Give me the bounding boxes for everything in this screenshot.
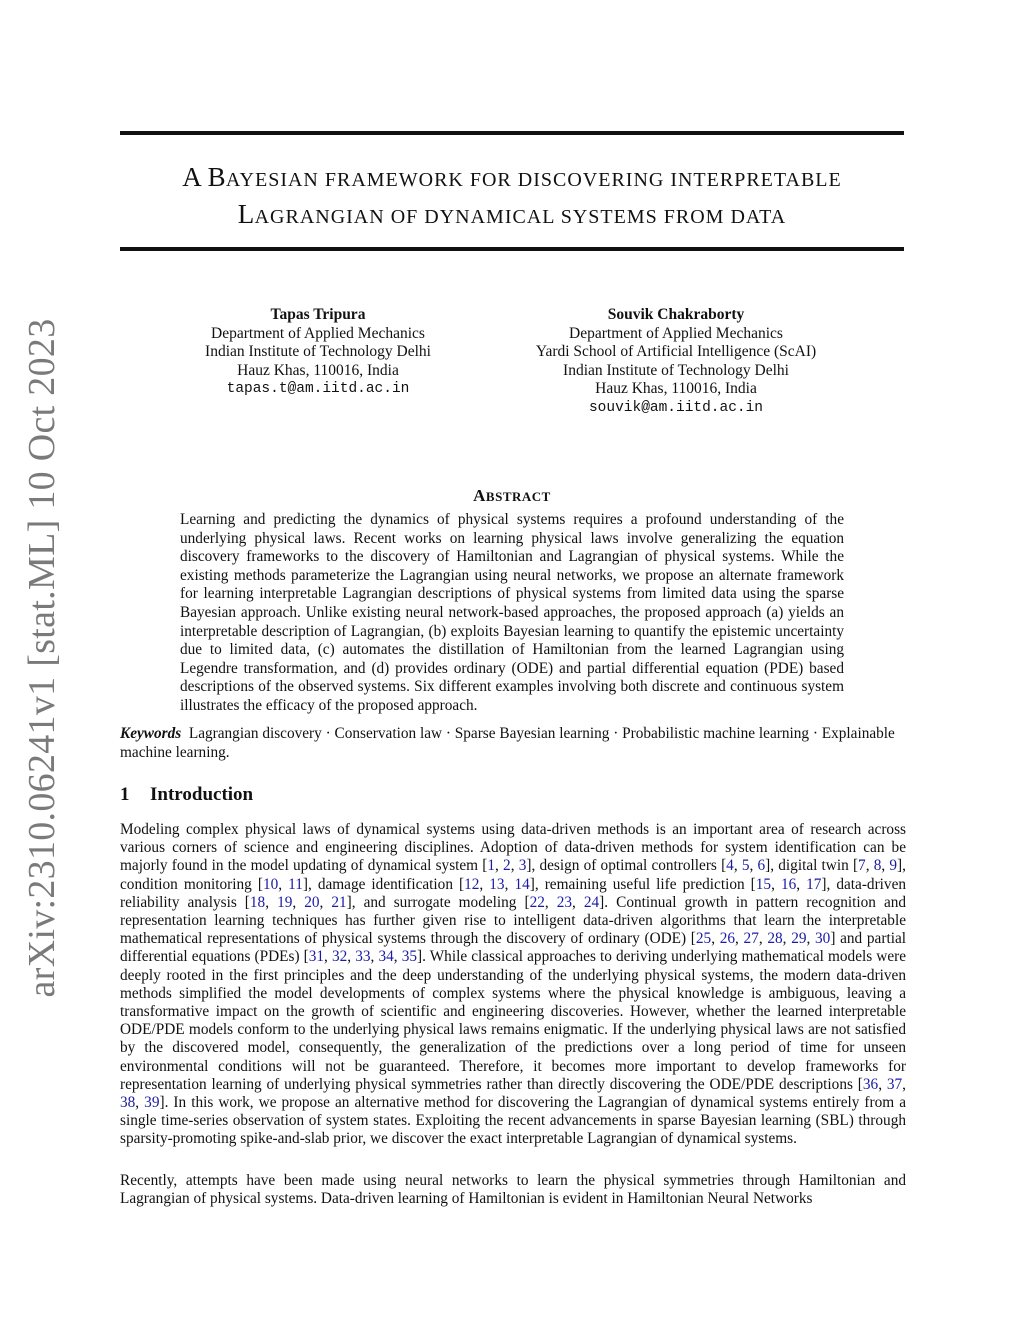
citation-link[interactable]: 15 (755, 875, 772, 893)
citation-link[interactable]: 14 (514, 875, 530, 893)
citation-link[interactable]: 27 (743, 930, 759, 948)
citation-link[interactable]: 31 (308, 948, 325, 966)
citation-link[interactable]: 17 (806, 875, 822, 893)
citation-link[interactable]: 30 (815, 930, 831, 948)
paper-title (100, 160, 924, 234)
citation-link[interactable]: 11 (288, 875, 303, 893)
citation-link[interactable]: 2 (503, 857, 511, 875)
citation-link[interactable]: 32 (331, 948, 348, 966)
citation-link[interactable]: 36 (862, 1075, 879, 1093)
citation-link[interactable]: 1 (487, 857, 496, 875)
citation-link[interactable]: 34 (378, 948, 394, 966)
arxiv-stamp-text: arXiv:2310.06241v1 [stat.ML] 10 Oct 2023 (21, 318, 63, 998)
citation-link[interactable]: 33 (355, 948, 371, 966)
keywords-list: Lagrangian discovery · Conservation law · Sparse Bayesian learning · Probabilistic machine learning · Explainable machine learning. (120, 725, 895, 761)
citation-link[interactable]: 18 (249, 893, 266, 911)
title-rule-top (120, 131, 904, 135)
citation-link[interactable]: 39 (144, 1094, 160, 1112)
citation-link[interactable]: 6 (757, 857, 766, 875)
intro-paragraph-1: Modeling complex physical laws of dynamical systems using data-driven methods is an important area of research across various corners of science and engineering disciplines. Adoption of data-driven methods for system identification can be majorly found in the model updating of dynamical system [1, 2, 3], design of optimal controllers [4, 5, 6], digital twin [7, 8, 9], condition monitoring [10, 11], damage identification [12, 13, 14], remaining useful life prediction [15, 16, 17], data-driven reliability analysis [18, 19, 20, 21], and surrogate modeling [22, 23, 24]. Continual growth in pattern recognition and representation learning techniques has further given rise to intelligent data-driven algorithms that learn the interpretable mathematical representations of physical systems through the discovery of ordinary (ODE) [25, 26, 27, 28, 29, 30] and partial differential equations (PDEs) [31, 32, 33, 34, 35]. While classical approaches to deriving underlying mathematical models were deeply rooted in the first principles and the deep understanding of the underlying physical systems, the modern data-driven methods simplified the model developments of complex systems where the physical knowledge is ambiguous, leaving a transformative impact on the growth of scientific and engineering discoveries. However, whether the learned interpretable ODE/PDE models conform to the underlying physical laws remains enigmatic. If the underlying physical laws are not satisfied by the discovered model, consequently, the generalization of the predictions over a long period of time for unseen environmental conditions will not be guaranteed. Therefore, it becomes more important to develop frameworks for representation learning of underlying physical symmetries rather than directly discovering the ODE/PDE descriptions [36, 37, 38, 39]. In this work, we propose an alternative method for discovering the Lagrangian of dynamical systems entirely from a single time-series observation of system states. Exploiting the recent advancements in sparse Bayesian learning (SBL) through sparsity-promoting spike-and-slab prior, we discover the exact interpretable Lagrangian of dynamical systems. (120, 821, 907, 1148)
author-2 (506, 306, 846, 418)
citation-link[interactable]: 38 (120, 1094, 136, 1112)
title-line-2: LAGRANGIAN OF DYNAMICAL SYSTEMS FROM DATA (237, 199, 787, 229)
citation-link[interactable]: 7 (858, 857, 866, 875)
author-address: Hauz Khas, 110016, India (237, 361, 399, 379)
citation-link[interactable]: 5 (741, 857, 750, 875)
citation-link[interactable]: 20 (304, 893, 320, 911)
citation-link[interactable]: 4 (726, 857, 734, 875)
citation-link[interactable]: 8 (873, 857, 882, 875)
author-institute: Indian Institute of Technology Delhi (563, 361, 789, 379)
citation-link[interactable]: 12 (464, 875, 480, 893)
keywords-label: Keywords (120, 725, 182, 742)
citation-link[interactable]: 10 (262, 875, 279, 893)
intro-paragraph-2: Recently, attempts have been made using neural networks to learn the physical symmetries through Hamiltonian and Lagrangian of physical systems. Data-driven learning of Hamiltonian is evident in Hamiltonian Neural Networks (120, 1172, 906, 1208)
author-email[interactable]: tapas.t@am.iitd.ac.in (226, 381, 410, 398)
citation-link[interactable]: 23 (556, 893, 573, 911)
citation-link[interactable]: 21 (331, 893, 347, 911)
citation-link[interactable]: 22 (529, 893, 545, 911)
citation-link[interactable]: 37 (886, 1075, 903, 1093)
citation-link[interactable]: 13 (489, 875, 505, 893)
author-institute: Indian Institute of Technology Delhi (205, 343, 431, 361)
citation-link[interactable]: 28 (767, 930, 783, 948)
author-name: Souvik Chakraborty (607, 306, 745, 323)
citation-link[interactable]: 35 (401, 948, 417, 966)
author-department: Department of Applied Mechanics (211, 324, 425, 342)
author-address: Hauz Khas, 110016, India (595, 380, 757, 398)
abstract-text: Learning and predicting the dynamics of physical systems requires a profound understanding of the underlying physical laws. Recent works on learning physical laws involve generalizing the equation discovery frameworks to the discovery of Hamiltonian and Lagrangian of physical systems. While the existing methods parameterize the Lagrangian using neural networks, we propose an alternate framework for learning interpretable Lagrangian descriptions of physical systems from limited data using the sparse Bayesian approach. Unlike existing neural network-based approaches, the proposed approach (a) yields an interpretable description of Lagrangian, (b) exploits Bayesian learning to quantify the epistemic uncertainty due to limited data, (c) automates the distillation of Hamiltonian from the learned Lagrangian using Legendre transformation, and (d) provides ordinary (ODE) and partial differential equation (PDE) based descriptions of the observed systems. Six different examples involving both discrete and continuous system illustrates the efficacy of the proposed approach. (180, 511, 844, 714)
citation-link[interactable]: 19 (277, 893, 293, 911)
author-1 (180, 306, 456, 399)
author-name: Tapas Tripura (270, 306, 366, 323)
citation-link[interactable]: 3 (518, 857, 527, 875)
title-line-1: A BAYESIAN FRAMEWORK FOR DISCOVERING INTERPRETABLE (182, 162, 842, 192)
keywords (120, 725, 904, 762)
citation-link[interactable]: 29 (791, 930, 807, 948)
abstract-heading: ABSTRACT (473, 486, 551, 505)
citation-link[interactable]: 24 (583, 893, 600, 911)
citation-link[interactable]: 9 (889, 857, 898, 875)
author-department: Department of Applied Mechanics (569, 324, 783, 342)
title-rule-bottom (120, 247, 904, 251)
citation-link[interactable]: 25 (695, 930, 712, 948)
author-school: Yardi School of Artificial Intelligence (ScAI) (535, 343, 817, 361)
section-heading: 1 Introduction (120, 784, 254, 805)
author-email[interactable]: souvik@am.iitd.ac.in (588, 399, 764, 416)
citation-link[interactable]: 26 (719, 930, 736, 948)
citation-link[interactable]: 16 (780, 875, 797, 893)
